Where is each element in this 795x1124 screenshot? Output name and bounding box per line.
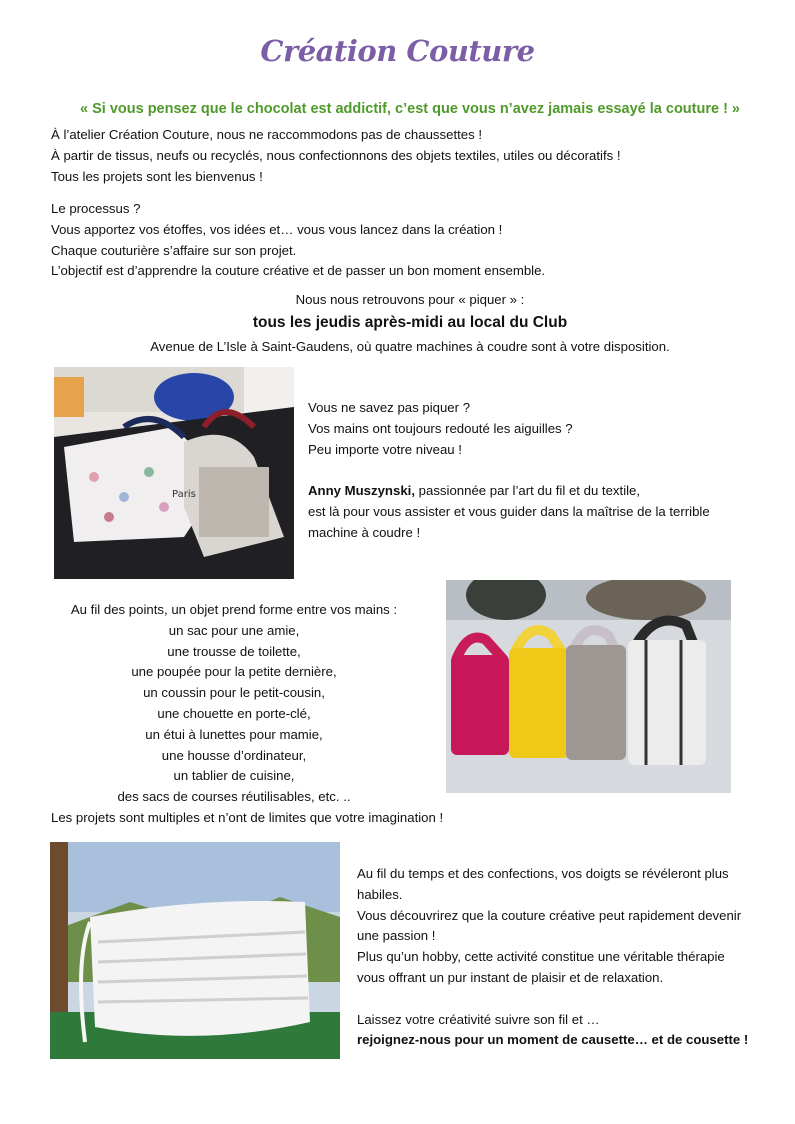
process-paragraph bbox=[51, 199, 545, 282]
meeting-where: Avenue de L’Isle à Saint-Gaudens, où quatre machines à coudre sont à votre disposition. bbox=[150, 339, 670, 354]
photo-sewing-table bbox=[54, 367, 294, 579]
instructor-name: Anny Muszynski, bbox=[308, 483, 415, 499]
section2-text bbox=[51, 600, 444, 829]
list-item: une housse d’ordinateur, bbox=[161, 747, 307, 763]
section3-text bbox=[357, 864, 748, 1051]
section2-closing: Les projets sont multiples et n’ont de limites que votre imagination ! bbox=[51, 809, 444, 825]
section1-line: Vos mains ont toujours redouté les aiguilles ? bbox=[308, 420, 573, 436]
process-line: Le processus ? bbox=[51, 201, 141, 216]
instructor-line: machine à coudre ! bbox=[308, 524, 421, 540]
section3-call-to-action: rejoignez-nous pour un moment de causette… et de cousette ! bbox=[357, 1032, 749, 1048]
list-item: une poupée pour la petite dernière, bbox=[131, 664, 337, 680]
intro-line: À partir de tissus, neufs ou recyclés, nous confectionnons des objets textiles, utiles ou décoratifs ! bbox=[51, 147, 621, 163]
instructor-line bbox=[308, 481, 710, 502]
section3-line: Plus qu’un hobby, cette activité constitue une véritable thérapie bbox=[357, 949, 725, 965]
photo-white-bag bbox=[50, 842, 340, 1059]
quote: « Si vous pensez que le chocolat est addictif, c’est que vous n’avez jamais essayé la couture ! » bbox=[80, 101, 740, 117]
instructor-desc: passionnée par l’art du fil et du textile, bbox=[415, 483, 641, 499]
meeting-intro: Nous nous retrouvons pour « piquer » : bbox=[295, 292, 525, 307]
section1-line: Vous ne savez pas piquer ? bbox=[308, 400, 471, 415]
section3-line: vous offrant un pur instant de plaisir et de relaxation. bbox=[357, 969, 664, 985]
list-item: une trousse de toilette, bbox=[167, 643, 301, 659]
page-title: Création Couture bbox=[260, 34, 535, 68]
list-item: un étui à lunettes pour mamie, bbox=[145, 726, 323, 742]
intro-line: À l’atelier Création Couture, nous ne raccommodons pas de chaussettes ! bbox=[51, 127, 483, 142]
section3-line: une passion ! bbox=[357, 928, 436, 944]
instructor-line: est là pour vous assister et vous guider dans la maîtrise de la terrible bbox=[308, 503, 710, 519]
meeting-when: tous les jeudis après-midi au local du Club bbox=[252, 314, 568, 331]
section2-intro: Au fil des points, un objet prend forme entre vos mains : bbox=[70, 602, 398, 617]
process-line: Chaque couturière s’affaire sur son projet. bbox=[51, 242, 297, 258]
section3-line: Vous découvrirez que la couture créative peut rapidement devenir bbox=[357, 907, 742, 923]
process-line: L’objectif est d’apprendre la couture créative et de passer un bon moment ensemble. bbox=[51, 263, 546, 279]
list-item: un tablier de cuisine, bbox=[173, 768, 295, 784]
photo-pouches bbox=[446, 580, 731, 793]
section3-line: Au fil du temps et des confections, vos doigts se révéleront plus bbox=[357, 866, 729, 881]
section1-line: Peu importe votre niveau ! bbox=[308, 441, 462, 457]
section1-text bbox=[308, 398, 710, 544]
section3-line: habiles. bbox=[357, 886, 403, 902]
intro-line: Tous les projets sont les bienvenus ! bbox=[51, 168, 263, 184]
intro-paragraph bbox=[51, 125, 621, 187]
section3-closing: Laissez votre créativité suivre son fil et … bbox=[357, 1011, 600, 1027]
process-line: Vous apportez vos étoffes, vos idées et… vous vous lancez dans la création ! bbox=[51, 221, 503, 237]
list-item: un coussin pour le petit-cousin, bbox=[143, 685, 325, 701]
photo-fabric-label: Paris bbox=[172, 489, 196, 500]
list-item: un sac pour une amie, bbox=[168, 622, 300, 638]
creations-list bbox=[51, 621, 417, 808]
list-item: une chouette en porte-clé, bbox=[157, 705, 311, 721]
list-item: des sacs de courses réutilisables, etc. .. bbox=[117, 789, 351, 805]
